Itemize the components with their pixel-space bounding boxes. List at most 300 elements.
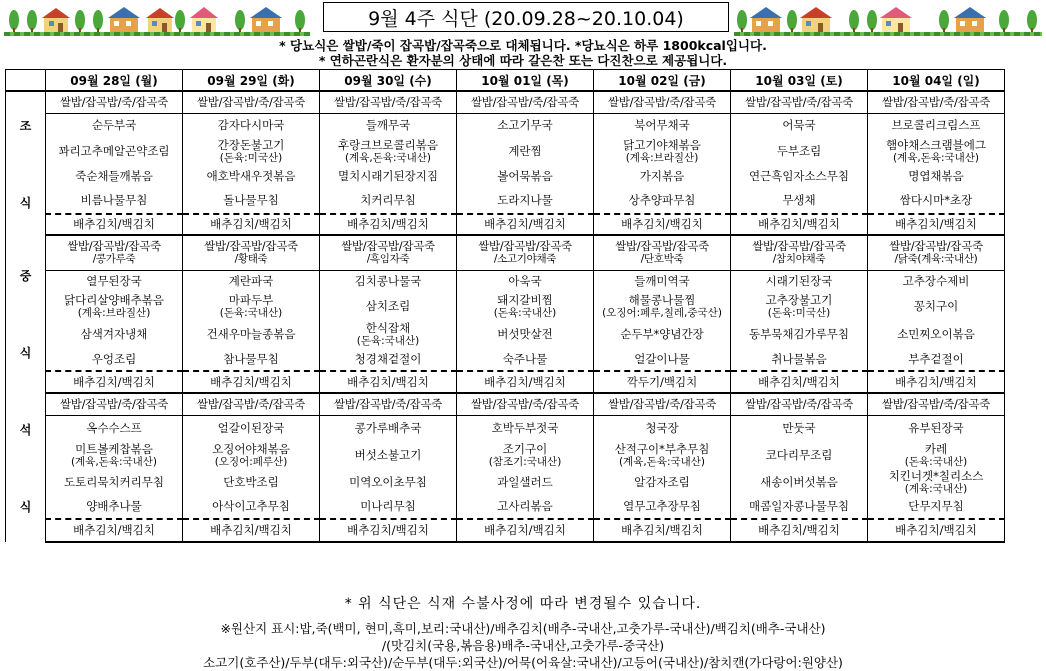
dish-name: 우엉조림 [91, 351, 137, 366]
dish-name: 숙주나물 [502, 351, 548, 366]
dish-origin: (계육,돈육:국내산) [892, 152, 980, 164]
dish-name: 햄야채스크램블에그 [886, 138, 986, 152]
dish-name: 닭다리살양배추볶음 [64, 293, 164, 307]
dish-cell [46, 393, 183, 415]
dish-cell [457, 91, 594, 113]
day-header: 09월 30일 (수) [320, 70, 457, 92]
dish-name: 계란파국 [228, 273, 274, 288]
dish-cell [46, 371, 183, 393]
menu-row [6, 415, 1005, 441]
dish-cell [594, 371, 731, 393]
dish-name: 아욱국 [508, 273, 542, 288]
dish-name: 배추김치/백김치 [758, 217, 840, 231]
dish-cell [457, 469, 594, 495]
dish-name: 오징어야채볶음 [212, 441, 290, 456]
origin-label-line-2: /(맛김치(국용,볶음용)배추-국내산,고춧가루-중국산) [381, 638, 665, 653]
dish-cell [457, 214, 594, 235]
dish-name: 쌀밥/잡곡밥/죽/잡곡죽 [59, 94, 168, 109]
dish-cell [183, 91, 320, 113]
dish-cell [46, 519, 183, 542]
dish-name: 열무된장국 [86, 273, 142, 288]
dish-name: 쌀밥/잡곡밥/잡곡죽 [204, 239, 298, 254]
dish-name: 양배추나물 [86, 499, 142, 513]
dish-name: 순두부*양념간장 [620, 327, 704, 341]
dish-origin: (계육,돈육:국내산) [344, 152, 432, 164]
dish-cell [731, 519, 868, 542]
day-header-row [6, 70, 1005, 92]
dish-cell [594, 188, 731, 214]
meal-label-lunch [6, 235, 46, 393]
dish-cell [46, 495, 183, 519]
origin-label-line-3: 소고기(호주산)/두부(대두:외국산)/순두부(대두:외국산)/어묵(어육살:국내산)/고등어(국내산)/참치캔(가다랑어:원양산) [203, 655, 843, 670]
dish-name: 비름나물무침 [80, 193, 148, 207]
dish-name: 도라지나물 [497, 193, 553, 207]
dish-name: 버섯맛살전 [497, 327, 553, 341]
dish-name: 고추장수제비 [902, 273, 970, 288]
dish-cell [594, 348, 731, 371]
dish-name: 과일샐러드 [497, 474, 553, 489]
dish-name: 브로콜리크림스프 [891, 118, 981, 133]
dish-name: 배추김치/백김치 [758, 523, 840, 537]
dish-name: 열무고추장무침 [623, 499, 701, 513]
dish-cell [183, 113, 320, 138]
menu-row [6, 292, 1005, 321]
dish-name: 김치콩나물국 [354, 273, 422, 288]
dish-cell [868, 519, 1005, 542]
dish-origin: /닭죽(계육:국내산) [894, 253, 978, 266]
dish-name: 배추김치/백김치 [347, 217, 429, 231]
dish-cell [868, 393, 1005, 415]
dish-cell [320, 415, 457, 441]
menu-row [6, 188, 1005, 214]
weekly-menu-table [5, 69, 1005, 543]
dish-cell [594, 292, 731, 321]
dish-cell [183, 393, 320, 415]
menu-row [6, 91, 1005, 113]
origin-label-line-1: ※원산지 표시:밥,죽(백미, 현미,흑미,보리:국내산)/배추김치(배추-국내산,고춧가루-국내산)/백김치(배추-국내산) [220, 621, 826, 636]
dish-name: 미나리무침 [360, 499, 416, 513]
dish-cell [731, 165, 868, 188]
dish-cell [868, 91, 1005, 113]
dish-cell [868, 188, 1005, 214]
menu-row [6, 138, 1005, 165]
dish-cell [457, 165, 594, 188]
dish-origin: /참치야채죽 [772, 253, 826, 266]
dish-name: 미트볼케찹볶음 [75, 441, 153, 456]
dish-name: 옥수수스프 [86, 420, 142, 435]
dish-cell [183, 321, 320, 348]
dish-name: 단무지무침 [908, 499, 964, 513]
dish-name: 취나물볶음 [771, 351, 827, 366]
dish-name: 카레 [924, 441, 948, 456]
dish-cell [457, 441, 594, 469]
change-notice: * 위 식단은 식재 수불사정에 따라 변경될수 있습니다. [344, 596, 702, 612]
dish-cell [320, 469, 457, 495]
dish-cell [320, 214, 457, 235]
dish-name: 치커리무침 [360, 193, 416, 207]
dish-cell [46, 415, 183, 441]
dish-origin: (돈육:국내산) [219, 307, 283, 319]
dish-cell [868, 469, 1005, 495]
dish-name: 쌀밥/잡곡밥/죽/잡곡죽 [881, 396, 990, 411]
dish-cell [457, 371, 594, 393]
dish-cell [868, 138, 1005, 165]
dish-origin: /소고기야채죽 [493, 253, 557, 266]
dish-name: 조기구이 [502, 441, 548, 456]
dish-cell [457, 270, 594, 292]
meal-label-char: 식 [19, 346, 32, 360]
day-header: 10월 03일 (토) [731, 70, 868, 92]
dish-name: 청국장 [645, 420, 679, 435]
dish-cell [731, 393, 868, 415]
dish-name: 북어무채국 [634, 118, 690, 133]
meal-label-char: 식 [19, 499, 32, 514]
dish-cell [868, 165, 1005, 188]
dish-name: 두부조림 [776, 144, 822, 158]
dish-cell [868, 113, 1005, 138]
dish-name: 상추양파무침 [628, 193, 696, 207]
dish-cell [457, 348, 594, 371]
dish-name: 순두부국 [91, 118, 137, 133]
dish-origin: (계육,돈육:국내산) [70, 455, 158, 468]
menu-row [6, 113, 1005, 138]
dish-name: 단호박조림 [223, 474, 279, 489]
dish-cell [46, 270, 183, 292]
dish-cell [46, 188, 183, 214]
dish-cell [320, 138, 457, 165]
dish-origin: /콩가루죽 [92, 253, 136, 266]
dish-name: 배추김치/백김치 [895, 217, 977, 231]
dish-origin: (계육:국내산) [904, 482, 968, 495]
dish-cell [731, 441, 868, 469]
dish-origin: (돈육:국내산) [356, 335, 420, 347]
menu-row [6, 214, 1005, 235]
dish-name: 배추김치/백김치 [895, 374, 977, 389]
dish-name: 쌀밥/잡곡밥/잡곡죽 [615, 239, 709, 254]
dish-cell [594, 235, 731, 270]
dish-name: 배추김치/백김치 [621, 523, 703, 537]
meal-label-char: 식 [19, 195, 32, 210]
dish-cell [46, 235, 183, 270]
dish-cell [594, 113, 731, 138]
dish-origin: /황태죽 [234, 253, 268, 266]
dish-cell [320, 292, 457, 321]
dysphagia-notice: * 연하곤란식은 환자분의 상태에 따라 갈은찬 또는 다진찬으로 제공됩니다. [318, 53, 728, 68]
dish-name: 쌀밥/잡곡밥/죽/잡곡죽 [607, 94, 716, 109]
dish-name: 닭고기야채볶음 [623, 138, 701, 152]
dish-cell [594, 469, 731, 495]
dish-origin: /흑임자죽 [366, 253, 410, 266]
dish-cell [183, 292, 320, 321]
dish-origin: (돈육:미국산) [767, 307, 831, 319]
dish-cell [320, 371, 457, 393]
dish-cell [320, 441, 457, 469]
dish-cell [868, 415, 1005, 441]
dish-cell [868, 235, 1005, 270]
dish-cell [594, 495, 731, 519]
dish-name: 호박두부젓국 [491, 420, 559, 435]
dish-cell [594, 393, 731, 415]
dish-cell [731, 371, 868, 393]
dish-cell [183, 371, 320, 393]
dish-cell [594, 165, 731, 188]
dish-cell [320, 113, 457, 138]
menu-row [6, 348, 1005, 371]
dish-name: 들깨미역국 [634, 273, 690, 288]
dish-name: 산적구이*부추무침 [614, 441, 710, 456]
dish-name: 배추김치/백김치 [347, 374, 429, 389]
dish-name: 참나물무침 [223, 351, 279, 366]
dish-name: 배추김치/백김치 [210, 374, 292, 389]
dish-name: 배추김치/백김치 [484, 217, 566, 231]
day-header: 10월 01일 (목) [457, 70, 594, 92]
dish-cell [320, 235, 457, 270]
dish-cell [731, 91, 868, 113]
menu-row [6, 235, 1005, 270]
dish-cell [731, 113, 868, 138]
meal-label-dinner [6, 393, 46, 542]
ground-strip-right [734, 32, 1042, 36]
dish-origin: (참조기:국내산) [488, 455, 562, 468]
dish-name: 쌀밥/잡곡밥/잡곡죽 [478, 239, 572, 254]
dish-cell [594, 441, 731, 469]
dish-cell [594, 519, 731, 542]
dish-name: 청경채겉절이 [354, 351, 422, 366]
dish-name: 삼치조림 [365, 299, 411, 313]
dish-name: 고사리볶음 [497, 499, 553, 513]
dish-cell [46, 292, 183, 321]
menu-row [6, 393, 1005, 415]
meal-label-spacer [6, 438, 45, 498]
dish-origin: (돈육:미국산) [219, 152, 283, 164]
dish-name: 마파두부 [228, 293, 274, 307]
dish-name: 배추김치/백김치 [621, 217, 703, 231]
dish-name: 배추김치/백김치 [73, 217, 155, 231]
dish-cell [457, 188, 594, 214]
dish-name: 시래기된장국 [765, 273, 833, 288]
dish-name: 쌀밥/잡곡밥/잡곡죽 [752, 239, 846, 254]
dish-name: 쌀밥/잡곡밥/죽/잡곡죽 [881, 94, 990, 109]
dish-cell [731, 469, 868, 495]
dish-cell [594, 91, 731, 113]
dish-cell [46, 138, 183, 165]
dish-cell [457, 393, 594, 415]
dish-name: 배추김치/백김치 [484, 374, 566, 389]
dish-name: 동부묵채김가루무침 [749, 327, 849, 341]
meal-label-char: 중 [19, 269, 32, 283]
menu-row [6, 270, 1005, 292]
dish-cell [183, 235, 320, 270]
dish-cell [46, 214, 183, 235]
dish-cell [868, 348, 1005, 371]
dish-name: 아삭이고추무침 [212, 499, 290, 513]
meal-label-spacer [6, 284, 45, 344]
dish-cell [457, 235, 594, 270]
meal-label-spacer [6, 134, 45, 194]
dish-name: 쌀밥/잡곡밥/죽/잡곡죽 [607, 396, 716, 411]
dish-cell [46, 113, 183, 138]
dish-name: 쌀밥/잡곡밥/잡곡죽 [889, 239, 983, 254]
dish-cell [183, 495, 320, 519]
dish-cell [183, 441, 320, 469]
dish-name: 들깨무국 [365, 118, 411, 133]
dish-name: 코다리무조림 [765, 447, 833, 462]
dish-name: 가지볶음 [639, 169, 685, 183]
dish-name: 꽈리고추메알곤약조림 [58, 144, 170, 158]
dish-name: 죽순채들깨볶음 [75, 169, 153, 183]
day-header: 09월 28일 (월) [46, 70, 183, 92]
diabetic-notice: * 당뇨식은 쌀밥/죽이 잡곡밥/잡곡죽으로 대체됩니다. *당뇨식은 하루 1800kcal입니다. [279, 38, 767, 53]
dish-cell [320, 519, 457, 542]
dish-name: 소고기무국 [497, 118, 553, 133]
dish-name: 유부된장국 [908, 420, 964, 435]
dish-cell [731, 321, 868, 348]
day-header: 10월 04일 (일) [868, 70, 1005, 92]
dish-cell [457, 415, 594, 441]
menu-row [6, 165, 1005, 188]
dish-cell [594, 214, 731, 235]
dish-cell [183, 469, 320, 495]
dish-cell [46, 91, 183, 113]
dish-cell [457, 519, 594, 542]
dish-name: 미역오이초무침 [349, 474, 427, 489]
dish-name: 배추김치/백김치 [73, 523, 155, 537]
dish-cell [868, 495, 1005, 519]
dish-origin: /단호박죽 [640, 253, 684, 266]
dish-cell [183, 138, 320, 165]
dish-name: 부추겉절이 [908, 351, 964, 366]
dish-name: 쌀밥/잡곡밥/죽/잡곡죽 [333, 94, 442, 109]
dish-name: 후랑크브로콜리볶음 [338, 138, 438, 152]
meal-label-breakfast [6, 91, 46, 235]
dish-name: 꽁치구이 [913, 299, 959, 313]
dish-origin: (계육:브라질산) [625, 152, 699, 164]
dish-name: 얼갈이된장국 [217, 420, 285, 435]
menu-row [6, 321, 1005, 348]
dish-name: 멸치시래기된장지짐 [338, 169, 438, 183]
dish-cell [457, 292, 594, 321]
dish-cell [731, 235, 868, 270]
dish-cell [46, 469, 183, 495]
dish-cell [731, 292, 868, 321]
dish-name: 쌀밥/잡곡밥/죽/잡곡죽 [59, 396, 168, 411]
dish-name: 배추김치/백김치 [210, 217, 292, 231]
dish-cell [183, 348, 320, 371]
dish-cell [320, 270, 457, 292]
menu-row [6, 495, 1005, 519]
dish-name: 삼색겨자냉채 [80, 327, 148, 341]
dish-name: 해물콩나물찜 [628, 293, 696, 307]
dish-cell [46, 348, 183, 371]
dish-origin: (돈육:국내산) [493, 307, 557, 319]
dish-name: 배추김치/백김치 [347, 523, 429, 537]
dish-cell [868, 371, 1005, 393]
dish-name: 쌀밥/잡곡밥/죽/잡곡죽 [744, 94, 853, 109]
dish-cell [320, 495, 457, 519]
dish-name: 소민찌오이볶음 [897, 327, 975, 341]
header-corner [6, 70, 46, 92]
dish-name: 도토리묵치커리무침 [64, 474, 164, 489]
dish-cell [731, 415, 868, 441]
dish-origin: (돈육:국내산) [904, 455, 968, 468]
menu-row [6, 441, 1005, 469]
dish-name: 쌀밥/잡곡밥/죽/잡곡죽 [470, 94, 579, 109]
header [0, 0, 1046, 40]
dish-cell [183, 519, 320, 542]
dish-cell [183, 214, 320, 235]
menu-row [6, 371, 1005, 393]
dish-cell [731, 348, 868, 371]
day-header: 09월 29일 (화) [183, 70, 320, 92]
dish-name: 콩가루배추국 [354, 420, 422, 435]
dish-cell [868, 441, 1005, 469]
ground-strip-left [4, 32, 310, 36]
dish-name: 어묵국 [782, 118, 816, 133]
day-header: 10월 02일 (금) [594, 70, 731, 92]
dish-name: 계란찜 [508, 144, 542, 158]
dish-name: 쌀밥/잡곡밥/잡곡죽 [67, 239, 161, 254]
dish-name: 고추장불고기 [765, 293, 833, 307]
dish-cell [731, 495, 868, 519]
dish-name: 배추김치/백김치 [895, 523, 977, 537]
dish-cell [46, 165, 183, 188]
dish-name: 쌀밥/잡곡밥/잡곡죽 [341, 239, 435, 254]
dish-name: 배추김치/백김치 [758, 374, 840, 389]
dish-cell [457, 321, 594, 348]
dish-origin: (계육,돈육:국내산) [618, 455, 706, 468]
dish-cell [594, 415, 731, 441]
menu-row [6, 469, 1005, 495]
page-title: 9월 4주 식단 (20.09.28~20.10.04) [323, 2, 729, 32]
dish-name: 무생채 [782, 193, 816, 207]
dish-name: 치킨너겟*칠리소스 [888, 469, 984, 483]
dish-name: 감자다시마국 [217, 118, 285, 133]
dish-cell [868, 321, 1005, 348]
dish-cell [46, 441, 183, 469]
dish-cell [594, 270, 731, 292]
dish-name: 건새우마늘종볶음 [206, 327, 296, 341]
dish-name: 쌀밥/잡곡밥/죽/잡곡죽 [333, 396, 442, 411]
dish-name: 돌나물무침 [223, 193, 279, 207]
dish-origin: (계육:브라질산) [77, 307, 151, 319]
dish-name: 돼지갈비찜 [497, 293, 553, 307]
dish-name: 매콤일자콩나물무침 [749, 499, 849, 513]
dish-cell [457, 495, 594, 519]
dish-name: 연근흑임자소스무침 [749, 169, 849, 183]
dish-name: 쌀밥/잡곡밥/죽/잡곡죽 [196, 396, 305, 411]
village-decoration-right [734, 4, 1042, 34]
dish-name: 배추김치/백김치 [484, 523, 566, 537]
dish-name: 새송이버섯볶음 [760, 474, 838, 489]
dish-name: 간장돈불고기 [217, 138, 285, 152]
dish-cell [46, 321, 183, 348]
meal-label-char: 석 [19, 422, 32, 437]
village-decoration-left [4, 4, 310, 34]
dish-cell [731, 188, 868, 214]
dish-cell [868, 292, 1005, 321]
dish-cell [183, 165, 320, 188]
dish-name: 배추김치/백김치 [210, 523, 292, 537]
meal-label-char: 조 [19, 118, 32, 133]
dish-name: 쌀밥/잡곡밥/죽/잡곡죽 [470, 396, 579, 411]
dish-cell [183, 415, 320, 441]
dish-name: 배추김치/백김치 [73, 374, 155, 389]
dish-name: 버섯소불고기 [354, 447, 422, 462]
dish-name: 한식잡채 [365, 321, 411, 335]
dish-cell [457, 113, 594, 138]
dish-name: 알감자조림 [634, 474, 690, 489]
dish-name: 명엽채볶음 [908, 169, 964, 183]
